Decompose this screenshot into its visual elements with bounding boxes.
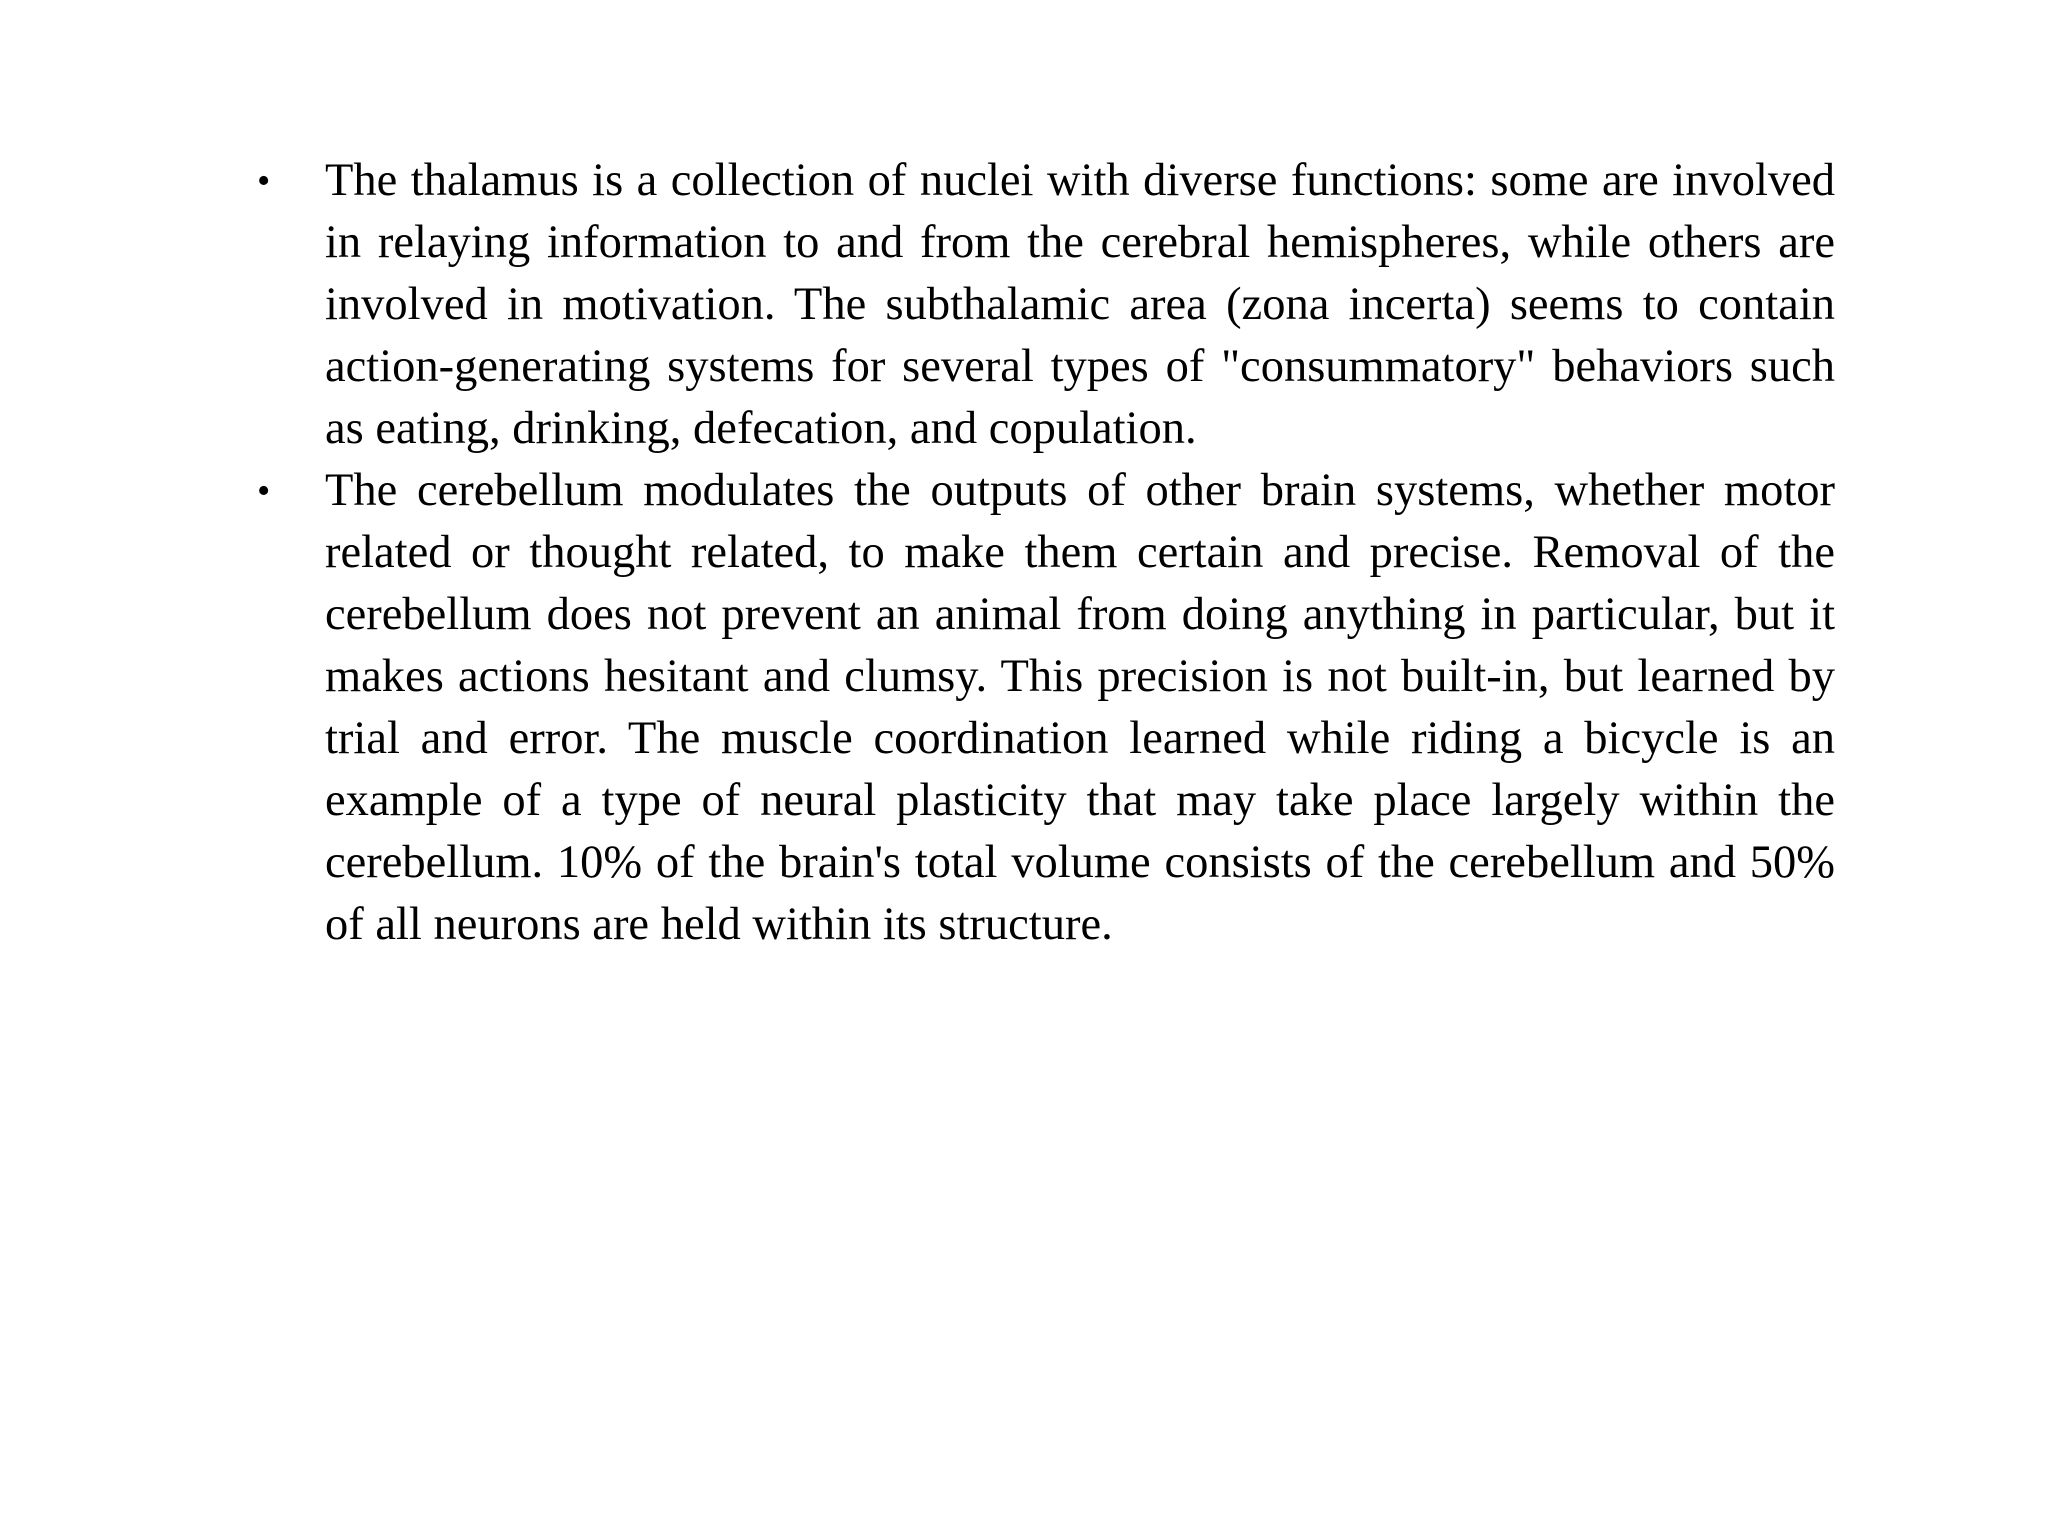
bullet-list bbox=[255, 150, 1835, 956]
bullet-text-thalamus: The thalamus is a collection of nuclei with diverse functions: some are involved in relaying information to and from the cerebral hemispheres, while others are involved in motivation. The subthalamic area (zona incerta) seems to contain action-generating systems for several types of "consummatory" behaviors such as eating, drinking, defecation, and copulation. bbox=[325, 155, 1835, 454]
bullet-icon: • bbox=[257, 470, 271, 512]
bullet-text-cerebellum: The cerebellum modulates the outputs of other brain systems, whether motor related or thought related, to make them certain and precise. Removal of the cerebellum does not prevent an animal from doing anything in particular, but it makes actions hesitant and clumsy. This precision is not built-in, but learned by trial and error. The muscle coordination learned while riding a bicycle is an example of a type of neural plasticity that may take place largely within the cerebellum. 10% of the brain's total volume consists of the cerebellum and 50% of all neurons are held within its structure. bbox=[325, 465, 1835, 950]
bullet-item-cerebellum bbox=[255, 460, 1835, 956]
bullet-icon: • bbox=[257, 160, 271, 202]
bullet-item-thalamus bbox=[255, 150, 1835, 460]
